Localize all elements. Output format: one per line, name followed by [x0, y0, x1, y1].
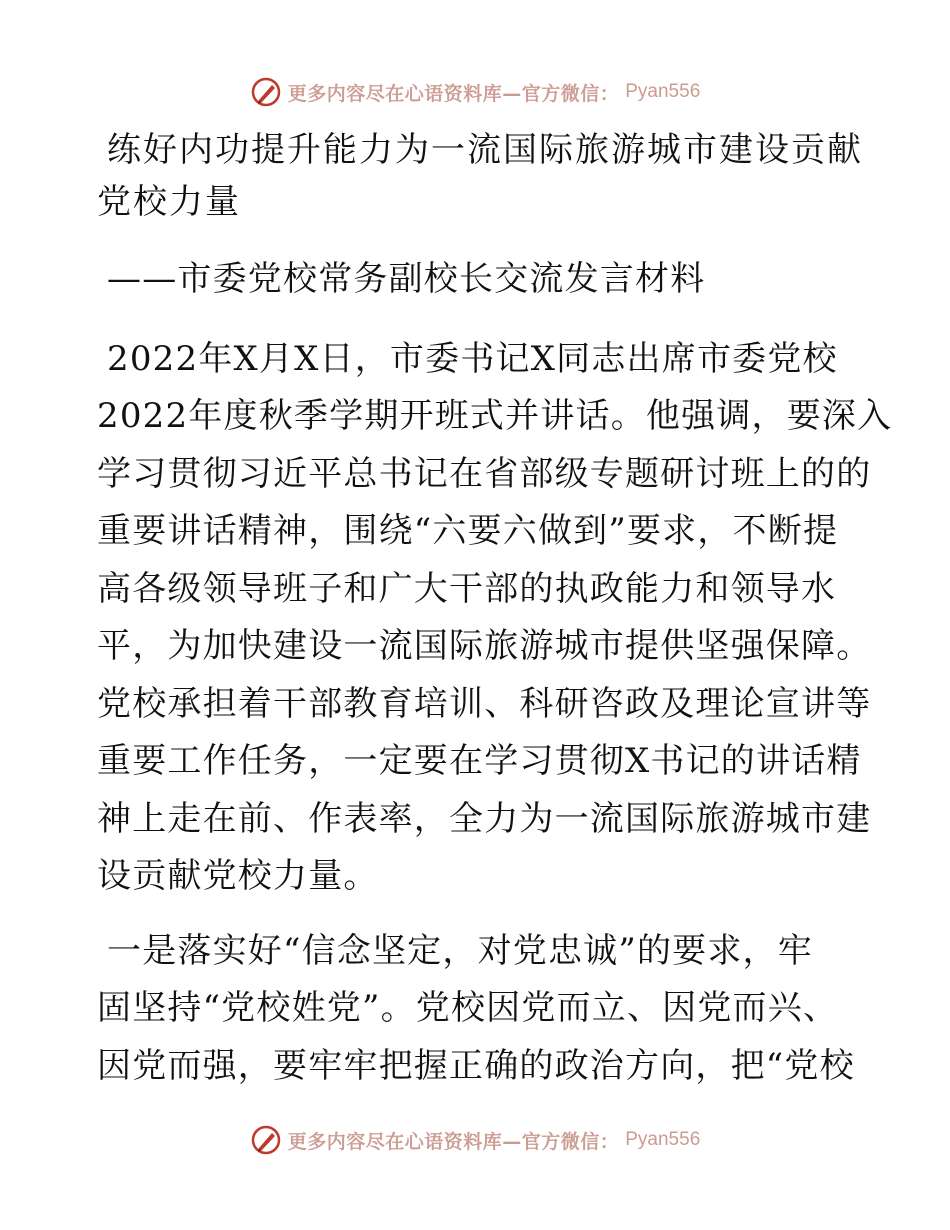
paragraph-1-line: 重要讲话精神，围绕“六要六做到”要求，不断提 — [97, 511, 839, 551]
header-banner-inner — [250, 76, 701, 108]
document-body — [97, 124, 893, 1095]
paragraph-1-line: 平，为加快建设一流国际旅游城市提供坚强保障。 — [97, 626, 872, 666]
header-banner-text: 更多内容尽在心语资料库—官方微信： — [287, 82, 620, 105]
header-banner-wechat: Pyan556 — [625, 81, 701, 102]
title-line-2: 党校力量 — [97, 182, 241, 222]
paragraph-2 — [97, 923, 867, 1096]
paragraph-1-line: 设贡献党校力量。 — [97, 856, 379, 896]
paragraph-2-line: 固坚持“党校姓党”。党校因党而立、因党而兴、 — [97, 988, 839, 1028]
footer-banner — [0, 1120, 950, 1160]
subtitle: ——市委党校常务副校长交流发言材料 — [107, 259, 706, 299]
paragraph-2-line: 因党而强，要牢牢把握正确的政治方向，把“党校 — [97, 1045, 855, 1086]
paragraph-1-line: 2022年度秋季学期开班式并讲话。他强调，要深入 — [97, 396, 893, 436]
pen-logo-icon — [250, 76, 282, 108]
paragraph-2-line: 一是落实好“信念坚定，对党忠诚”的要求，牢 — [107, 930, 813, 971]
footer-banner-wechat: Pyan556 — [625, 1129, 701, 1150]
paragraph-1 — [97, 331, 893, 906]
title-line-1: 练好内功提升能力为一流国际旅游城市建设贡献 — [107, 130, 863, 170]
paragraph-1-line: 2022年X月X日，市委书记X同志出席市委党校 — [107, 338, 838, 379]
footer-banner-inner — [250, 1124, 701, 1156]
header-banner — [0, 72, 950, 112]
paragraph-1-line: 学习贯彻习近平总书记在省部级专题研讨班上的的 — [97, 453, 872, 494]
paragraph-1-line: 高各级领导班子和广大干部的执政能力和领导水 — [97, 568, 837, 609]
paragraph-1-line: 神上走在前、作表率，全力为一流国际旅游城市建 — [97, 798, 872, 839]
pen-logo-icon — [250, 1124, 282, 1156]
paragraph-1-line: 重要工作任务，一定要在学习贯彻X书记的讲话精 — [97, 741, 862, 781]
footer-banner-text: 更多内容尽在心语资料库—官方微信： — [287, 1130, 620, 1153]
paragraph-1-line: 党校承担着干部教育培训、科研咨政及理论宣讲等 — [97, 683, 872, 724]
